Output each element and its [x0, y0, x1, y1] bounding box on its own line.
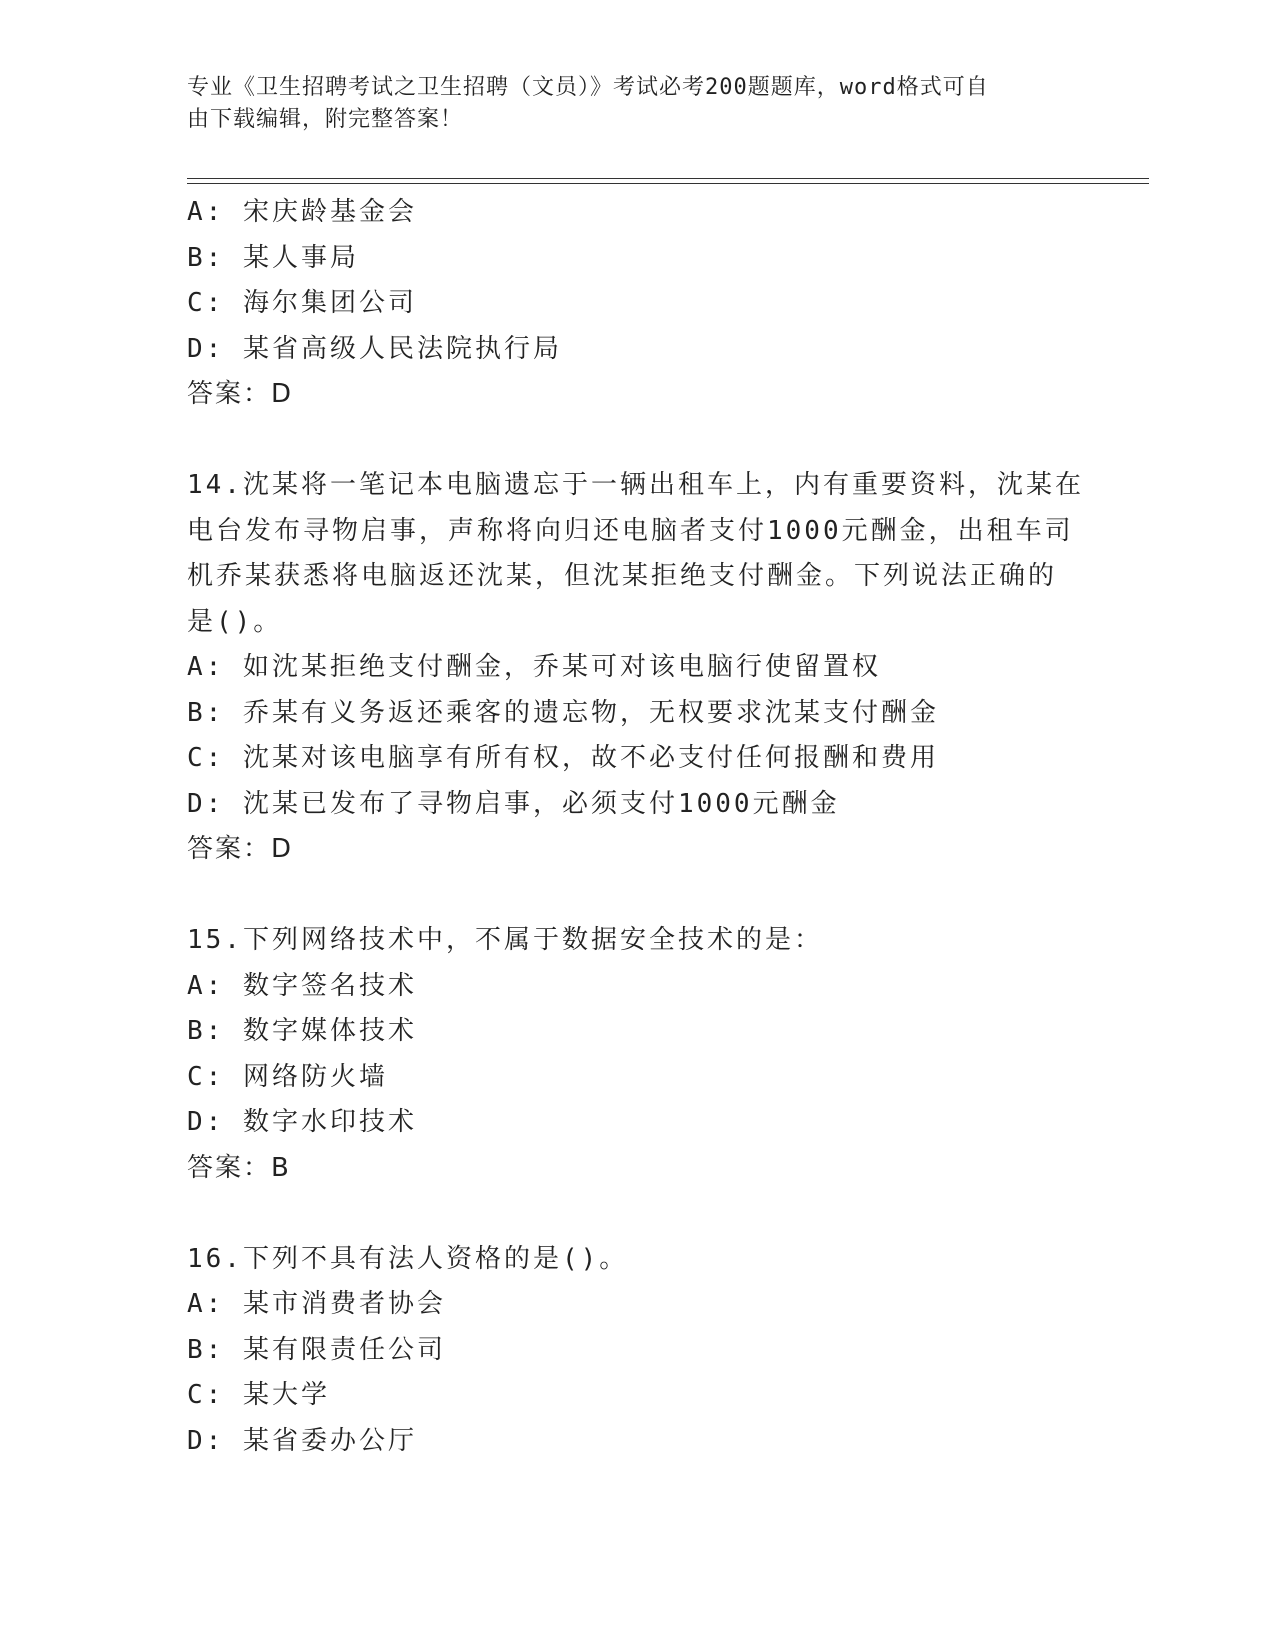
option-d: D: 某省委办公厅: [187, 1425, 417, 1456]
option-d: D: 沈某已发布了寻物启事，必须支付1000元酬金: [187, 788, 840, 819]
stem-line: 14.沈某将一笔记本电脑遗忘于一辆出租车上，内有重要资料，沈某在: [187, 470, 1084, 500]
question-stem: [187, 1237, 1087, 1283]
answer-line: 答案：D: [187, 379, 294, 409]
answer-line: 答案：B: [187, 1152, 291, 1183]
option-a: A: 如沈某拒绝支付酬金，乔某可对该电脑行使留置权: [187, 652, 881, 682]
option-a: A: 某市消费者协会: [187, 1289, 446, 1319]
question-13: [187, 190, 1087, 418]
stem-line: 是()。: [187, 606, 283, 637]
option-b: B: 乔某有义务返还乘客的遗忘物，无权要求沈某支付酬金: [187, 697, 939, 728]
spacer: [187, 418, 1087, 464]
option-a: A: 数字签名技术: [187, 970, 417, 1001]
question-list: [187, 190, 1087, 1464]
option-d: D: 某省高级人民法院执行局: [187, 333, 562, 364]
question-stem: [187, 463, 1087, 645]
stem-line: 15.下列网络技术中，不属于数据安全技术的是：: [187, 925, 823, 955]
header-divider-top: [187, 178, 1149, 179]
document-header: [187, 72, 1067, 136]
option-b: B: 某人事局: [187, 242, 359, 273]
question-16: [187, 1237, 1087, 1465]
header-line-1: 专业《卫生招聘考试之卫生招聘（文员）》考试必考200题题库，word格式可自: [187, 75, 989, 100]
option-c: C: 网络防火墙: [187, 1061, 388, 1092]
header-divider-bottom: [187, 183, 1149, 184]
question-15: [187, 918, 1087, 1191]
stem-line: 电台发布寻物启事，声称将向归还电脑者支付1000元酬金，出租车司: [187, 515, 1074, 546]
option-b: B: 数字媒体技术: [187, 1016, 417, 1046]
stem-line: 机乔某获悉将电脑返还沈某，但沈某拒绝支付酬金。下列说法正确的: [187, 561, 1058, 591]
option-b: B: 某有限责任公司: [187, 1334, 446, 1365]
spacer: [187, 1191, 1087, 1237]
option-c: C: 某大学: [187, 1380, 330, 1410]
option-a: A: 宋庆龄基金会: [187, 197, 417, 227]
question-stem: [187, 918, 1087, 964]
spacer: [187, 873, 1087, 919]
question-14: [187, 463, 1087, 873]
option-c: C: 海尔集团公司: [187, 288, 417, 318]
answer-line: 答案：D: [187, 834, 294, 864]
stem-line: 16.下列不具有法人资格的是()。: [187, 1243, 629, 1274]
option-d: D: 数字水印技术: [187, 1107, 417, 1137]
option-c: C: 沈某对该电脑享有所有权，故不必支付任何报酬和费用: [187, 743, 939, 773]
header-line-2: 由下载编辑，附完整答案！: [187, 107, 464, 132]
